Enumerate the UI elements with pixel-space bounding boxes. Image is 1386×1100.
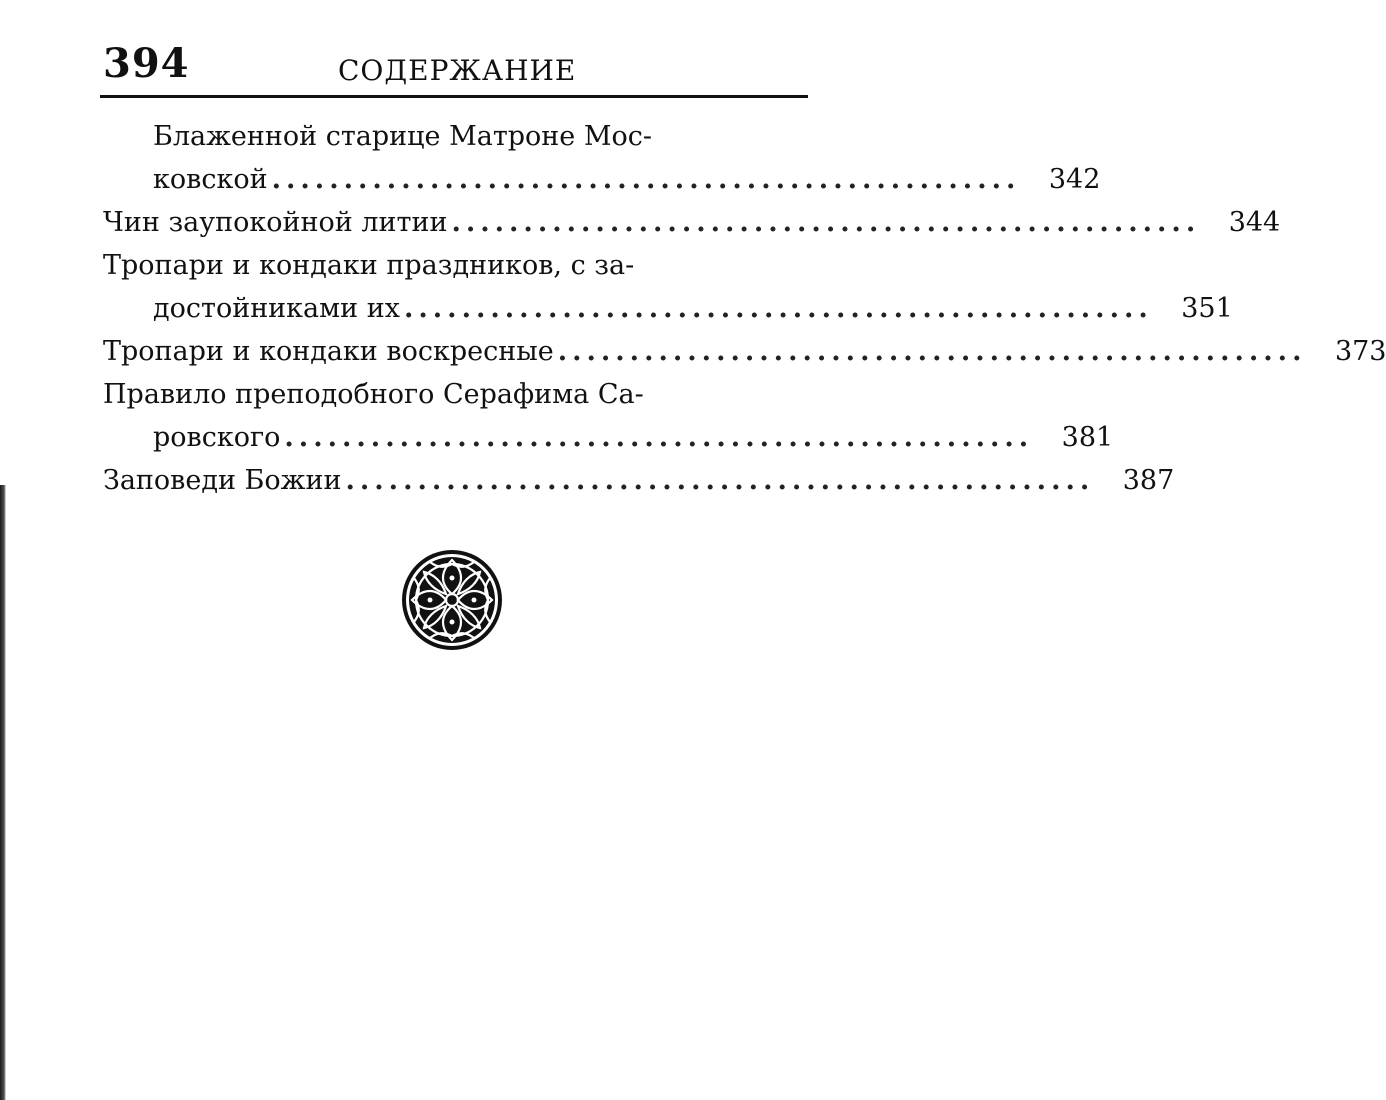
leader-dots: ....................................................	[557, 336, 1307, 367]
leader-dots: ....................................................	[451, 207, 1201, 238]
toc-page-number: 381	[1061, 422, 1114, 453]
rosette-ornament-icon	[400, 548, 504, 652]
running-title: СОДЕРЖАНИЕ	[338, 54, 577, 87]
table-of-contents	[103, 115, 1386, 502]
toc-page-number: 387	[1122, 465, 1175, 496]
toc-entry-line	[103, 287, 1233, 330]
toc-entry-line	[103, 459, 1175, 502]
leader-dots: ....................................................	[271, 164, 1021, 195]
toc-entry-title: достойниками их	[153, 293, 400, 324]
toc-entry-title: ровского	[153, 422, 281, 453]
page-number: 394	[103, 40, 190, 87]
toc-entry-line	[103, 158, 1101, 201]
toc-page-number: 342	[1048, 164, 1101, 195]
toc-entry-title: Тропари и кондаки воскресные	[103, 336, 554, 367]
leader-dots: ....................................................	[345, 465, 1095, 496]
toc-entry-title: Блаженной старице Матроне Мос-	[153, 121, 653, 152]
toc-entry-line	[103, 244, 808, 287]
toc-entry-title: ковской	[153, 164, 268, 195]
toc-entry-title: Заповеди Божии	[103, 465, 342, 496]
toc-entry-title: Правило преподобного Серафима Са-	[103, 379, 644, 410]
toc-entry-line	[103, 416, 1114, 459]
header-rule	[100, 95, 808, 98]
book-page-edge	[0, 485, 6, 1100]
toc-page-number: 351	[1181, 293, 1233, 324]
toc-page-number: 344	[1228, 207, 1281, 238]
toc-entry-line	[103, 373, 808, 416]
leader-dots: ....................................................	[284, 422, 1034, 453]
toc-page-number: 373	[1334, 336, 1386, 367]
toc-entry-line	[103, 201, 1281, 244]
toc-entry-line	[103, 115, 808, 158]
toc-entry-title: Чин заупокойной литии	[103, 207, 448, 238]
toc-entry-line	[103, 330, 1386, 373]
leader-dots: ....................................................	[403, 293, 1153, 324]
toc-entry-title: Тропари и кондаки праздников, с за-	[103, 250, 635, 281]
